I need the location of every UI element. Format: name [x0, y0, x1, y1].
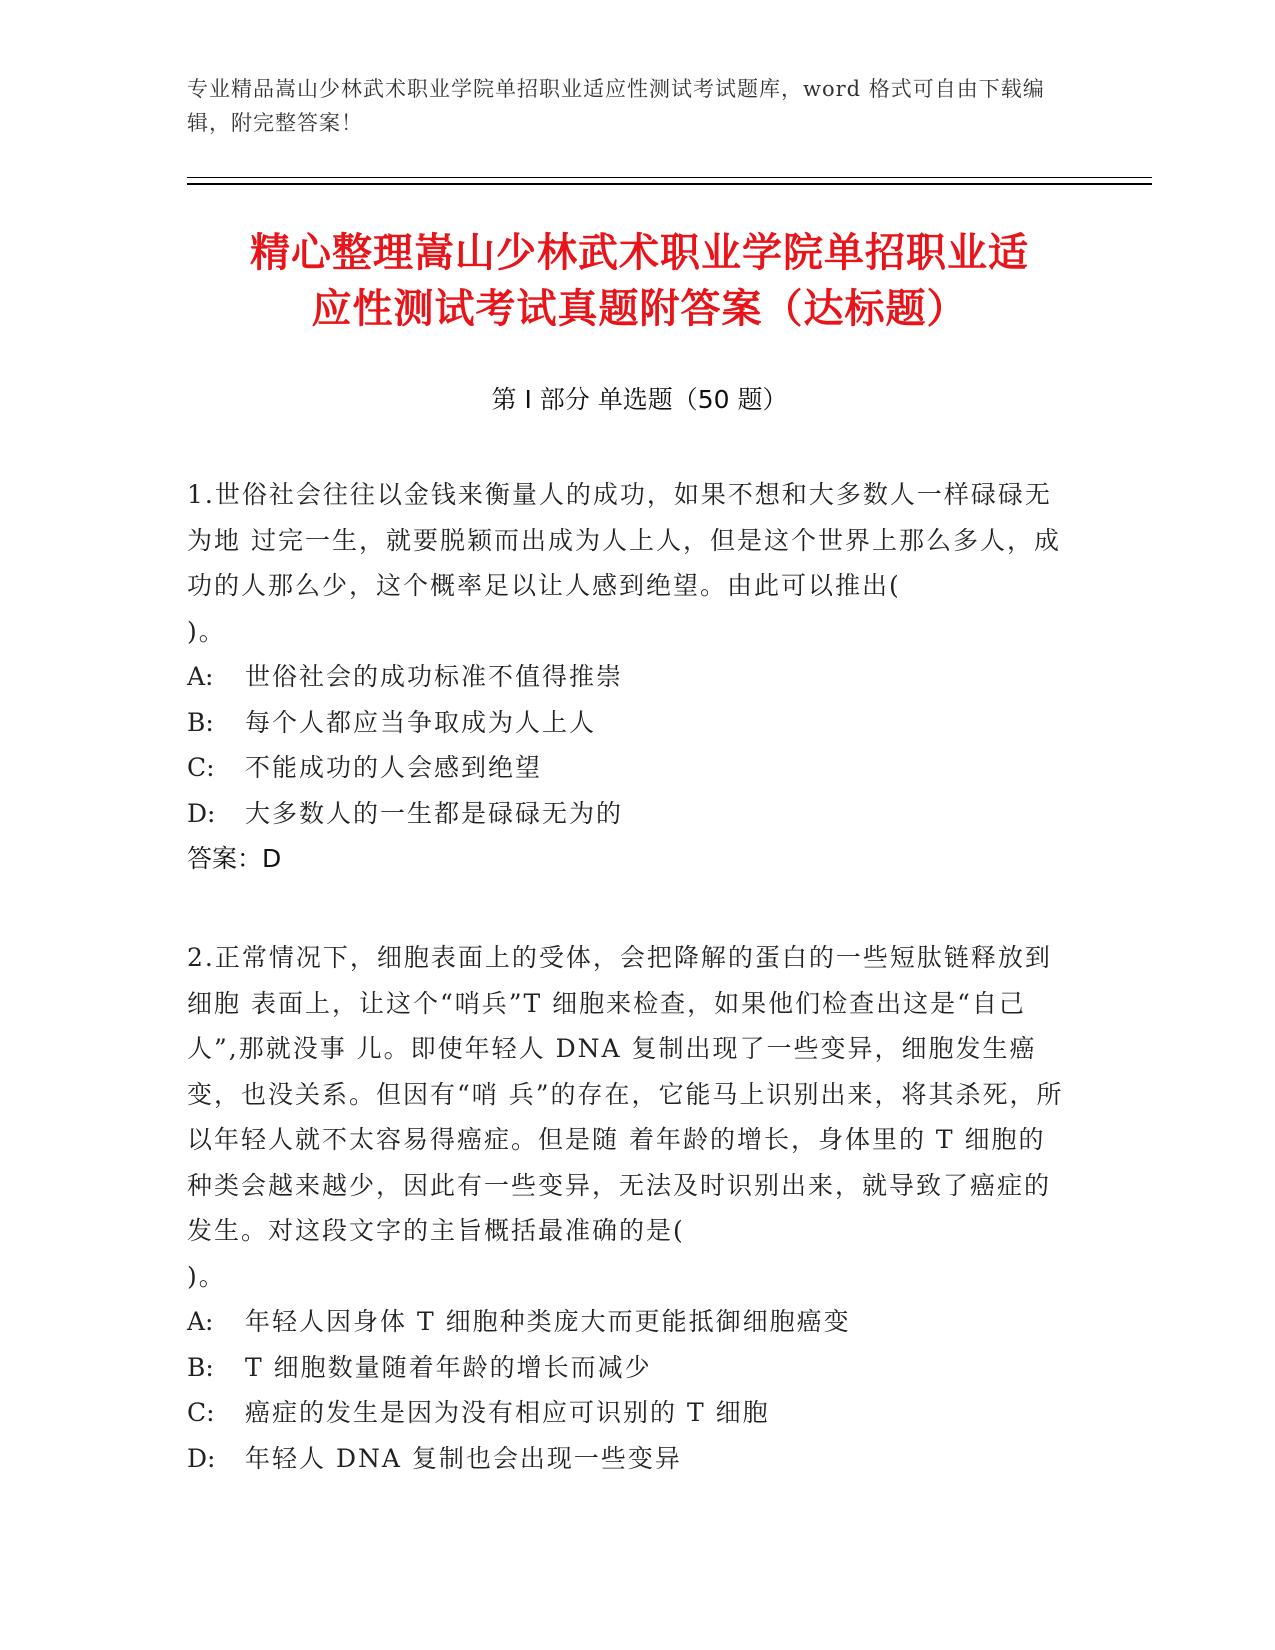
header-divider-thin — [187, 177, 1152, 178]
question-1-stem — [187, 472, 1067, 654]
option-text: 大多数人的一生都是碌碌无为的 — [245, 798, 624, 828]
option-text: 年轻人因身体 T 细胞种类庞大而更能抵御细胞癌变 — [245, 1307, 851, 1336]
header-note: 专业精品嵩山少林武术职业学院单招职业适应性测试考试题库，word 格式可自由下载编辑，附完整答案！ — [187, 77, 1045, 135]
question-1-stem-text: 1.世俗社会往往以金钱来衡量人的成功，如果不想和大多数人一样碌碌无为地 过完一生，就要脱颖而出成为人上人，但是这个世界上那么多人，成功的人那么少，这个概率足以让人感到绝望。由此可以推出( — [187, 480, 1061, 600]
question-1-stem-tail: )。 — [187, 616, 226, 646]
question-2-option-c — [187, 1390, 1067, 1436]
option-key: A: — [187, 1307, 214, 1336]
option-text: 年轻人 DNA 复制也会出现一些变异 — [245, 1443, 682, 1473]
question-1-option-c — [187, 745, 1067, 791]
question-2-option-d — [187, 1436, 1067, 1482]
document-title-line-1: 精心整理嵩山少林武术职业学院单招职业适 — [250, 230, 1029, 276]
question-2-option-a — [187, 1299, 1067, 1345]
question-1-option-a — [187, 654, 1067, 700]
question-1-answer: 答案：D — [187, 844, 282, 873]
option-key: C: — [187, 1398, 215, 1427]
option-key: D: — [187, 798, 216, 828]
option-key: D: — [187, 1443, 216, 1473]
option-key: B: — [187, 1352, 214, 1382]
document-title — [187, 225, 1092, 337]
option-text: 不能成功的人会感到绝望 — [245, 753, 543, 782]
question-2-stem — [187, 935, 1067, 1299]
question-2-option-b — [187, 1345, 1067, 1391]
question-2-options — [187, 1299, 1067, 1481]
header-divider-thick — [187, 183, 1152, 185]
question-1-options — [187, 654, 1067, 836]
question-1 — [187, 472, 1067, 882]
question-2-stem-tail: )。 — [187, 1261, 226, 1291]
option-key: B: — [187, 707, 214, 737]
question-1-option-d — [187, 791, 1067, 837]
option-key: A: — [187, 662, 214, 691]
option-text: 癌症的发生是因为没有相应可识别的 T 细胞 — [245, 1398, 770, 1427]
section-title: 第 I 部分 单选题（50 题） — [491, 385, 788, 414]
option-text: 世俗社会的成功标准不值得推崇 — [245, 662, 624, 691]
document-title-line-2: 应性测试考试真题附答案（达标题） — [311, 286, 968, 332]
option-text: 每个人都应当争取成为人上人 — [245, 707, 597, 737]
question-1-option-b — [187, 700, 1067, 746]
option-text: T 细胞数量随着年龄的增长而减少 — [245, 1352, 652, 1382]
option-key: C: — [187, 753, 215, 782]
question-2 — [187, 935, 1067, 1481]
question-2-stem-text: 2.正常情况下，细胞表面上的受体，会把降解的蛋白的一些短肽链释放到细胞 表面上，让这个“哨兵”T 细胞来检查，如果他们检查出这是“自己人”,那就没事 儿。即使年轻人 DNA 复制出现了一些变异，细胞发生癌变，也没关系。但因有“哨 兵”的存在，它能马上识别出来，将其杀死，所以年轻人就不太容易得癌症。但是随 着年龄的增长，身体里的 T 细胞的种类会越来越少，因此有一些变异，无法及时识别出来，就导致了癌症的发生。对这段文字的主旨概括最准确的是( — [187, 943, 1064, 1245]
